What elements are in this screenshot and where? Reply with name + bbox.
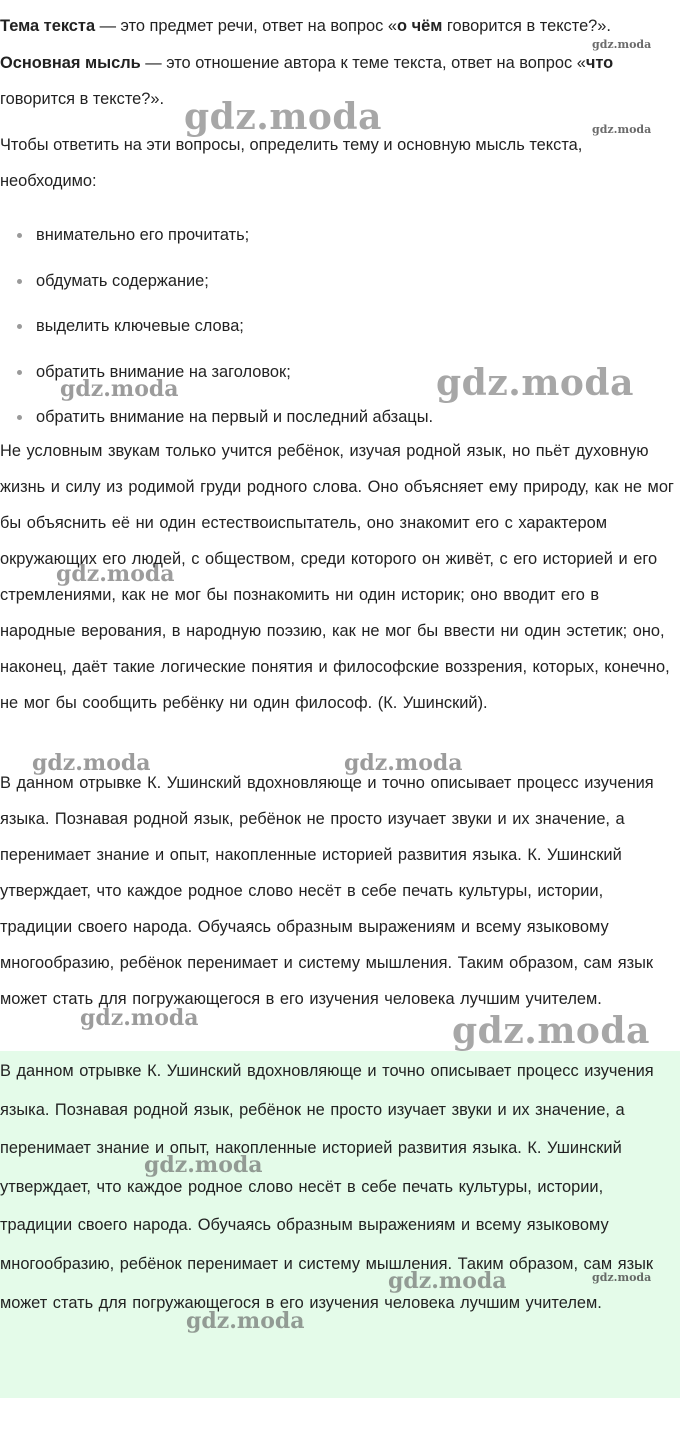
watermark: gdz.moda bbox=[32, 750, 151, 776]
idea-def-start: — это отношение автора к теме текста, ответ на вопрос « bbox=[140, 54, 586, 72]
bullet-icon bbox=[17, 415, 22, 420]
watermark: gdz.moda bbox=[60, 376, 179, 402]
list-item bbox=[0, 264, 680, 310]
idea-def-end: говорится в тексте?». bbox=[0, 90, 165, 108]
watermark: gdz.moda bbox=[592, 38, 652, 51]
list-item-text: обдумать содержание; bbox=[36, 271, 209, 290]
ushinsky-quote: Не условным звукам только учится ребёнок, изучая родной язык, но пьёт духовную жизнь и силу из родимой груди родного слова. Оно объясняет ему природу, как не мог бы объяснить её ни один естествоиспытатель, оно знакомит его с характером окружающих его людей, с обществом, среди которого он живёт, с его историей и его стремлениями, как не мог бы познакомить ни один историк; оно вводит его в народные верования, в народную поэзию, как не мог бы ввести ни один эстетик; оно, наконец, даёт такие логические понятия и философские воззрения, которых, конечно, не мог бы сообщить ребёнку ни один философ. (К. Ушинский). bbox=[0, 442, 674, 712]
topic-definition bbox=[0, 8, 680, 44]
watermark: gdz.moda bbox=[344, 750, 463, 776]
watermark: gdz.moda bbox=[186, 1308, 305, 1334]
topic-def-start: — это предмет речи, ответ на вопрос « bbox=[95, 17, 398, 35]
list-item-text: обратить внимание на первый и последний абзацы. bbox=[36, 408, 434, 426]
watermark: gdz.moda bbox=[436, 362, 634, 404]
list-item bbox=[0, 355, 680, 401]
watermark: gdz.moda bbox=[184, 96, 382, 138]
answer-box bbox=[0, 1051, 680, 1398]
watermark: gdz.moda bbox=[144, 1152, 263, 1178]
watermark: gdz.moda bbox=[388, 1268, 507, 1294]
answer-text: В данном отрывке К. Ушинский вдохновляюще и точно описывает процесс изучения языка. Познавая родной язык, ребёнок не просто изучает звуки и их значение, а перенимает знание и опыт, накопленные историей развития языка. К. Ушинский утверждает, что каждое родное слово несёт в себе печать культуры, истории, традиции своего народа. Обучаясь образным выражениям и всему языковому многообразию, ребёнок перенимает и систему мышления. Таким образом, сам язык может стать для погружающегося в его изучения человека лучшим учителем. bbox=[0, 1062, 654, 1312]
list-item-text: выделить ключевые слова; bbox=[36, 317, 244, 335]
idea-question: что bbox=[585, 54, 614, 72]
list-item bbox=[0, 218, 680, 264]
list-item-text: внимательно его прочитать; bbox=[36, 226, 250, 244]
topic-def-end: говорится в тексте?». bbox=[442, 17, 611, 35]
idea-term: Основная мысль bbox=[0, 54, 141, 72]
watermark: gdz.moda bbox=[592, 1271, 652, 1284]
list-item-text: обратить внимание на заголовок; bbox=[36, 362, 291, 381]
topic-term: Тема текста bbox=[0, 17, 96, 35]
topic-question: о чём bbox=[397, 17, 443, 35]
watermark: gdz.moda bbox=[80, 1005, 199, 1031]
how-to-text: Чтобы ответить на эти вопросы, определить тему и основную мысль текста, необходимо: bbox=[0, 136, 583, 190]
bullet-icon bbox=[17, 279, 22, 284]
bullet-icon bbox=[17, 370, 22, 375]
list-item bbox=[0, 309, 680, 355]
steps-list bbox=[0, 218, 680, 446]
analysis-text: В данном отрывке К. Ушинский вдохновляюще и точно описывает процесс изучения языка. Познавая родной язык, ребёнок не просто изучает звуки и их значение, а перенимает знание и опыт, накопленные историей развития языка. К. Ушинский утверждает, что каждое родное слово несёт в себе печать культуры, истории, традиции своего народа. Обучаясь образным выражениям и всему языковому многообразию, ребёнок перенимает и систему мышления. Таким образом, сам язык может стать для погружающегося в его изучения человека лучшим учителем. bbox=[0, 774, 654, 1008]
watermark: gdz.moda bbox=[56, 561, 175, 587]
watermark: gdz.moda bbox=[592, 123, 652, 136]
bullet-icon bbox=[17, 324, 22, 329]
watermark: gdz.moda bbox=[452, 1010, 650, 1052]
main-idea-definition bbox=[0, 45, 680, 117]
bullet-icon bbox=[17, 233, 22, 238]
